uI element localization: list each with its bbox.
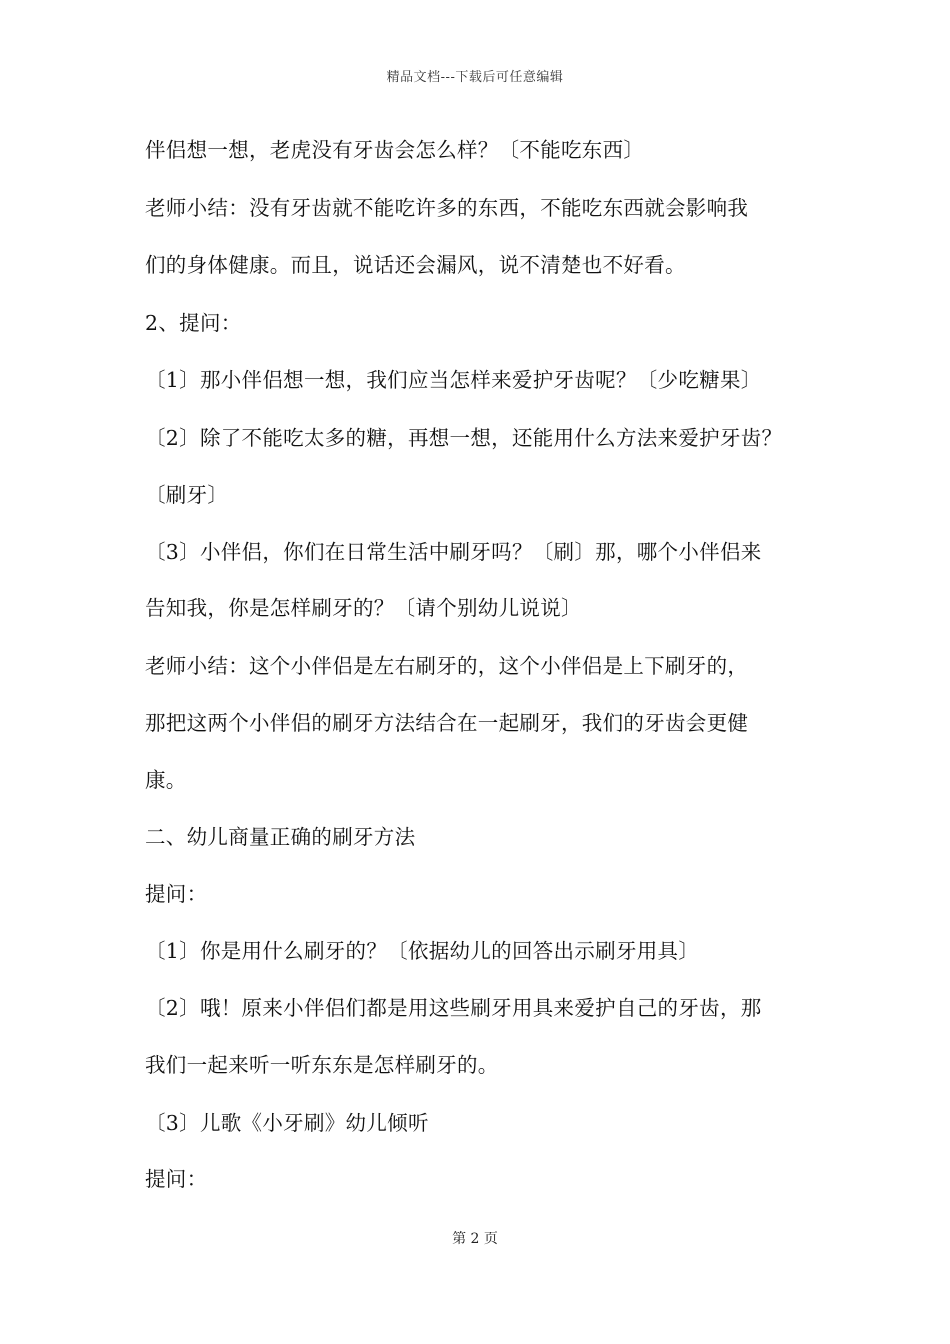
paragraph-line: 老师小结：没有牙齿就不能吃许多的东西，不能吃东西就会影响我 (145, 196, 749, 220)
paragraph-line: 提问： (145, 882, 208, 906)
page-header: 精品文档---下载后可任意编辑 (386, 70, 564, 85)
paragraph-line: 我们一起来听一听东东是怎样刷牙的。 (145, 1053, 499, 1077)
paragraph-line: 〔3〕小伴侣，你们在日常生活中刷牙吗？〔刷〕那，哪个小伴侣来 (145, 540, 762, 564)
paragraph-line: 〔1〕那小伴侣想一想，我们应当怎样来爱护牙齿呢？〔少吃糖果〕 (145, 368, 762, 392)
paragraph-line: 〔3〕儿歌《小牙刷》幼儿倾听 (145, 1111, 429, 1135)
paragraph-line: 老师小结：这个小伴侣是左右刷牙的，这个小伴侣是上下刷牙的， (145, 654, 749, 678)
paragraph-line: 们的身体健康。而且，说话还会漏风，说不清楚也不好看。 (145, 253, 686, 277)
paragraph-line: 伴侣想一想，老虎没有牙齿会怎么样？〔不能吃东西〕 (145, 138, 645, 162)
paragraph-line: 告知我，你是怎样刷牙的？〔请个别幼儿说说〕 (145, 596, 582, 620)
paragraph-line: 〔刷牙〕 (145, 483, 229, 507)
paragraph-line: 〔1〕你是用什么刷牙的？〔依据幼儿的回答出示刷牙用具〕 (145, 939, 700, 963)
paragraph-line: 康。 (145, 768, 187, 792)
section-heading: 二、幼儿商量正确的刷牙方法 (145, 825, 416, 849)
paragraph-line: 那把这两个小伴侣的刷牙方法结合在一起刷牙，我们的牙齿会更健 (145, 711, 749, 735)
page-number: 第 2 页 (452, 1231, 498, 1247)
paragraph-line: 〔2〕哦！原来小伴侣们都是用这些刷牙用具来爱护自己的牙齿，那 (145, 996, 762, 1020)
paragraph-line: 2、提问： (145, 311, 242, 335)
paragraph-line: 提问： (145, 1167, 208, 1191)
paragraph-line: 〔2〕除了不能吃太多的糖，再想一想，还能用什么方法来爱护牙齿？ (145, 426, 783, 450)
